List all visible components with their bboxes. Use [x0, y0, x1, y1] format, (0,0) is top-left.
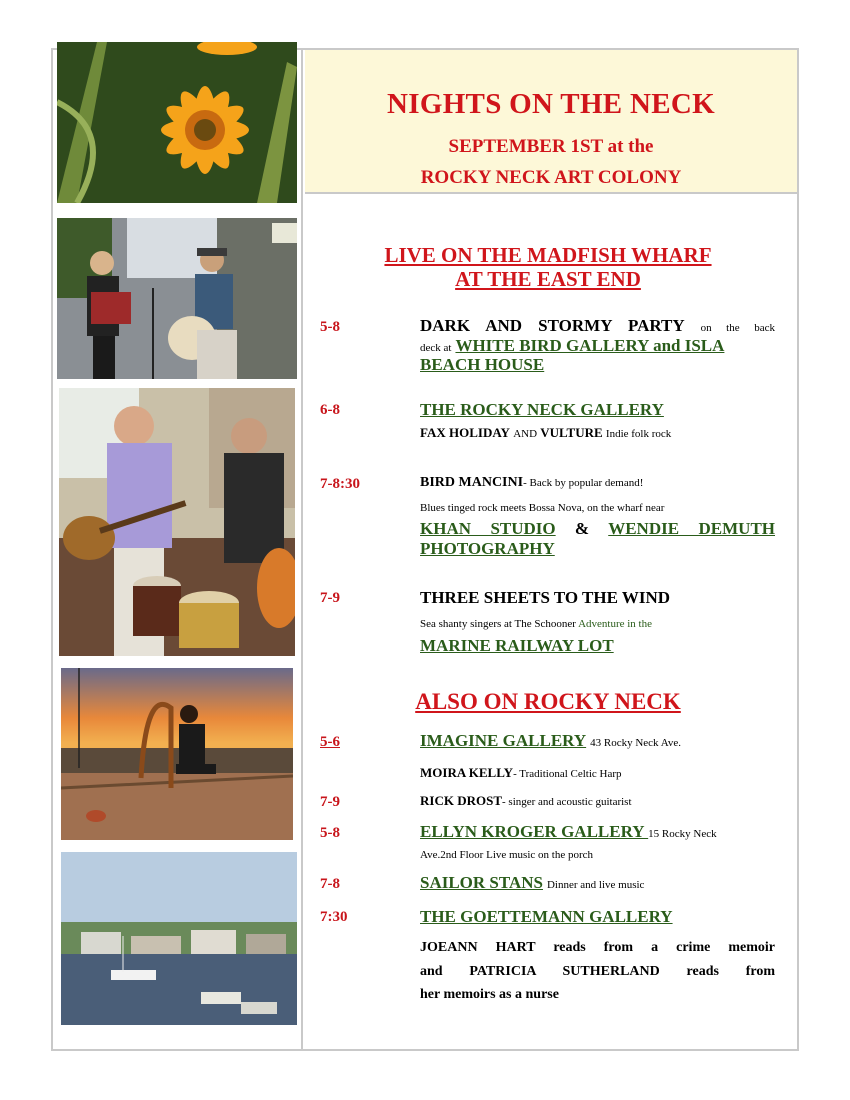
event-desc: Blues tinged rock meets Bossa Nova, on the wharf near: [420, 502, 665, 514]
flower-photo: [57, 42, 297, 203]
event-desc: Sea shanty singers at The Schooner: [420, 618, 576, 630]
event-time: 5-8: [320, 825, 340, 841]
event-entry: [420, 317, 775, 337]
venue-line: [420, 731, 681, 751]
event-venue: ROCKY NECK ART COLONY: [420, 167, 682, 188]
section-heading-live: LIVE ON THE MADFISH WHARF: [384, 243, 712, 267]
column-divider: [301, 48, 303, 1051]
duo-with-drums-photo: [59, 388, 295, 656]
venue-link[interactable]: KHAN STUDIO: [420, 519, 556, 538]
venue-link[interactable]: MARINE RAILWAY LOT: [420, 636, 614, 655]
venue-line: [420, 539, 555, 559]
venue-link[interactable]: SAILOR STANS: [420, 873, 543, 892]
event-time: 5-8: [320, 319, 340, 335]
event-title: NIGHTS ON THE NECK: [387, 88, 715, 120]
venue-link[interactable]: PHOTOGRAPHY: [420, 539, 555, 558]
event-name: DARK AND STORMY PARTY: [420, 316, 685, 335]
event-time: 7-8: [320, 876, 340, 892]
act-desc: - Traditional Celtic Harp: [513, 768, 622, 780]
event-time: 7-9: [320, 794, 340, 810]
venue-line: [420, 873, 644, 893]
act-line: [420, 425, 671, 441]
event-desc-line: [420, 618, 652, 630]
venue-link[interactable]: THE ROCKY NECK GALLERY: [420, 400, 664, 419]
harpist-sunset-photo: [61, 668, 293, 840]
event-date: SEPTEMBER 1ST at the: [448, 136, 654, 157]
venue-address-2: Ave.2nd Floor Live music on the porch: [420, 849, 594, 861]
venue-line: [420, 907, 673, 927]
venue-line: [420, 519, 775, 539]
venue-address: 15 Rocky Neck: [648, 828, 717, 840]
act-line: [420, 475, 643, 491]
section-heading-also: ALSO ON ROCKY NECK: [415, 689, 681, 714]
event-time: 7:30: [320, 909, 348, 925]
act-name: VULTURE: [540, 425, 603, 440]
act-line: [420, 765, 622, 781]
event-time: 7-9: [320, 590, 340, 606]
venue-link[interactable]: IMAGINE GALLERY: [420, 731, 587, 750]
event-time: 7-8:30: [320, 476, 360, 492]
reading-line: and PATRICIA SUTHERLAND reads from: [420, 964, 775, 979]
act-name: MOIRA KELLY: [420, 765, 514, 780]
section-heading-live-2: AT THE EAST END: [455, 267, 641, 291]
event-entry-line: [420, 337, 775, 357]
genre-text: Indie folk rock: [605, 428, 672, 440]
venue-line: [420, 636, 614, 656]
accordion-guitar-duo-photo: [57, 218, 297, 379]
act-name: BIRD MANCINI: [420, 475, 524, 490]
act-name: THREE SHEETS TO THE WIND: [420, 588, 671, 607]
act-name: FAX HOLIDAY: [420, 425, 510, 440]
act-line: [420, 793, 632, 809]
venue-line: [420, 400, 664, 420]
act-name: RICK DROST: [420, 793, 502, 808]
act-note: - Back by popular demand!: [523, 477, 644, 489]
venue-link[interactable]: WENDIE DEMUTH: [608, 519, 776, 538]
venue-link[interactable]: BEACH HOUSE: [420, 355, 545, 374]
harbor-photo: [61, 852, 297, 1025]
and-text: AND: [513, 428, 538, 440]
event-time: 5-6: [320, 734, 340, 750]
venue-link[interactable]: WHITE BIRD GALLERY and ISLA: [455, 336, 725, 355]
venue-address: 43 Rocky Neck Ave.: [590, 737, 681, 749]
act-desc: - singer and acoustic guitarist: [502, 796, 632, 808]
reading-line: her memoirs as a nurse: [420, 987, 559, 1002]
event-desc-green: Adventure in the: [578, 618, 652, 630]
venue-link[interactable]: THE GOETTEMANN GALLERY: [420, 907, 673, 926]
event-entry-line: [420, 356, 544, 375]
event-desc: on the back: [700, 322, 776, 334]
venue-link[interactable]: ELLYN KROGER GALLERY: [420, 822, 649, 841]
event-time: 6-8: [320, 402, 340, 418]
venue-line: [420, 822, 717, 842]
reading-line: JOEANN HART reads from a crime memoir: [420, 940, 775, 955]
event-desc: deck at: [420, 342, 452, 354]
venue-desc: Dinner and live music: [546, 879, 645, 891]
amp-text: &: [574, 519, 590, 538]
